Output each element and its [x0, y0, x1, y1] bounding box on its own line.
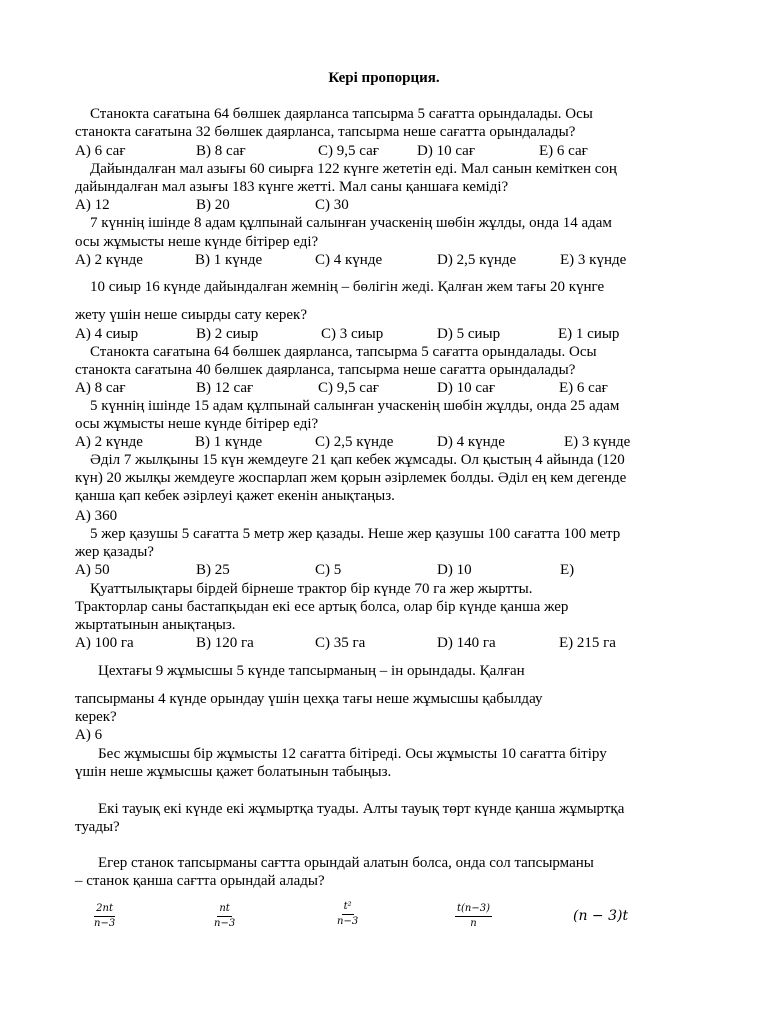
q1-option-d: D) 10 сағ: [417, 143, 475, 159]
q9-options: [75, 634, 695, 652]
q9-text-line-3: жыртатынын анықтаңыз.: [75, 617, 236, 633]
q5-text-line-1: Станокта сағатына 64 бөлшек даярланса, тапсырма 5 сағатта орындалады. Осы: [90, 344, 597, 360]
q4-option-b: В) 2 сиыр: [196, 326, 259, 342]
q13-option-2-denominator: n−3: [214, 918, 236, 929]
q13-option-3: [337, 901, 358, 928]
q13-option-4-denominator: n: [470, 918, 477, 929]
q10-text-line-1: Цехтағы 9 жұмысшы 5 күнде тапсырманың – ін орындады. Қалған: [98, 663, 525, 679]
q1-option-c: С) 9,5 сағ: [318, 143, 379, 159]
q3-text-line-2: осы жұмысты неше күнде бітірер еді?: [75, 234, 319, 250]
q4-option-e: Е) 1 сиыр: [558, 326, 620, 342]
q3-option-e: Е) 3 күнде: [560, 252, 627, 268]
q6-option-d: D) 4 күнде: [437, 434, 505, 450]
q9-text-line-1: Қуаттылықтары бірдей бірнеше трактор бір күнде 70 га жер жыртты.: [90, 581, 533, 597]
q6-options: [75, 433, 695, 451]
q8-option-a: А) 50: [75, 562, 110, 578]
q9-option-a: А) 100 га: [75, 635, 134, 651]
q13-text-line-1: Егер станок тапсырманы сағтта орындай алатын болса, онда сол тапсырманы: [98, 855, 594, 871]
q2-option-a: А) 12: [75, 197, 110, 213]
q8-options: [75, 561, 695, 579]
q6-text-line-2: осы жұмысты неше күнде бітірер еді?: [75, 416, 319, 432]
q13-option-3-numerator: t²: [342, 901, 354, 915]
q4-options: [75, 325, 695, 343]
q7-text-line-3: қанша қап кебек әзірлеуі қажет екенін анықтаңыз.: [75, 488, 395, 504]
q6-option-c: С) 2,5 күнде: [315, 434, 394, 450]
q4-option-c: С) 3 сиыр: [321, 326, 384, 342]
q13-option-4: [455, 903, 492, 930]
q4-text-line-1: 10 сиыр 16 күнде дайындалған жемнің – бөлігін жеді. Қалған жем тағы 20 күнге: [90, 279, 605, 295]
q3-option-b: В) 1 күнде: [195, 252, 263, 268]
q9-text-line-2: Тракторлар саны бастапқыдан екі есе артық болса, олар бір күнде қанша жер: [75, 599, 569, 615]
q1-option-b: В) 8 сағ: [196, 143, 246, 159]
q8-option-b: В) 25: [196, 562, 230, 578]
q9-option-e: Е) 215 га: [559, 635, 616, 651]
q13-text-line-2: – станок қанша сағтта орындай алады?: [75, 873, 325, 889]
q7-text-line-2: күн) 20 жылқы жемдеуге жоспарлап жем қорын әзірлемек болды. Әділ ең кем дегенде: [75, 470, 627, 486]
q3-option-a: А) 2 күнде: [75, 252, 143, 268]
q7-answer: А) 360: [75, 508, 118, 524]
q1-option-e: Е) 6 сағ: [539, 143, 588, 159]
q9-option-c: С) 35 га: [315, 635, 366, 651]
q9-option-d: D) 140 га: [437, 635, 496, 651]
q12-text-line-2: туады?: [75, 819, 120, 835]
q1-option-a: А) 6 сағ: [75, 143, 126, 159]
q1-text-line-2: станокта сағатына 32 бөлшек даярланса, тапсырма неше сағатта орындалады?: [75, 124, 576, 140]
q3-option-c: С) 4 күнде: [315, 252, 383, 268]
q6-option-b: В) 1 күнде: [195, 434, 263, 450]
q11-text-line-2: үшін неше жұмысшы қажет болатынын табыңыз.: [75, 764, 392, 780]
q13-option-2-numerator: nt: [217, 903, 231, 917]
q10-text-line-2: тапсырманы 4 күнде орындау үшін цехқа тағы неше жұмысшы қабылдау: [75, 691, 543, 707]
q13-option-2: [214, 903, 235, 930]
q8-option-e: Е): [560, 562, 575, 578]
q2-option-c: С) 30: [315, 197, 349, 213]
q1-options: [75, 142, 695, 160]
q6-text-line-1: 5 күннің ішінде 15 адам құлпынай салынған учаскенің шөбін жұлды, онда 25 адам: [90, 398, 620, 414]
q13-option-5: (n − 3)t: [573, 908, 629, 924]
q13-option-1-denominator: n−3: [94, 918, 116, 929]
q8-text-line-1: 5 жер қазушы 5 сағатта 5 метр жер қазады. Неше жер қазушы 100 сағатта 100 метр: [90, 526, 621, 542]
q2-text-line-1: Дайындалған мал азығы 60 сиырға 122 күнге жететін еді. Мал санын кеміткен соң: [90, 161, 617, 177]
q2-options: [75, 196, 695, 214]
q6-option-e: Е) 3 күнде: [564, 434, 631, 450]
q5-option-d: D) 10 сағ: [437, 380, 495, 396]
q2-text-line-2: дайындалған мал азығы 183 күнге жетті. Мал саны қаншаға кеміді?: [75, 179, 509, 195]
q5-option-e: Е) 6 сағ: [559, 380, 608, 396]
q5-option-c: С) 9,5 сағ: [318, 380, 379, 396]
q6-option-a: А) 2 күнде: [75, 434, 143, 450]
q13-option-3-denominator: n−3: [337, 916, 359, 927]
q5-option-a: А) 8 сағ: [75, 380, 126, 396]
q13-option-1-numerator: 2nt: [94, 903, 115, 917]
page-title: Кері пропорция.: [328, 70, 440, 86]
q13-option-1: [94, 903, 115, 930]
q2-option-b: В) 20: [196, 197, 230, 213]
q5-option-b: В) 12 сағ: [196, 380, 254, 396]
q11-text-line-1: Бес жұмысшы бір жұмысты 12 сағатта бітіреді. Осы жұмысты 10 сағатта бітіру: [98, 746, 607, 762]
q5-text-line-2: станокта сағатына 40 бөлшек даярланса, тапсырма неше сағатта орындалады?: [75, 362, 576, 378]
q12-text-line-1: Екі тауық екі күнде екі жұмыртқа туады. Алты тауық төрт күнде қанша жұмыртқа: [98, 801, 625, 817]
q3-options: [75, 251, 695, 269]
q10-text-line-3: керек?: [75, 709, 117, 725]
q4-option-d: D) 5 сиыр: [437, 326, 501, 342]
q10-answer: А) 6: [75, 727, 103, 743]
q4-option-a: А) 4 сиыр: [75, 326, 139, 342]
q8-text-line-2: жер қазады?: [75, 544, 154, 560]
q9-option-b: В) 120 га: [196, 635, 254, 651]
q1-text-line-1: Станокта сағатына 64 бөлшек даярланса тапсырма 5 сағатта орындалады. Осы: [90, 106, 593, 122]
q8-option-c: С) 5: [315, 562, 342, 578]
q4-text-line-2: жету үшін неше сиырды сату керек?: [75, 307, 307, 323]
q7-text-line-1: Әділ 7 жылқыны 15 күн жемдеуге 21 қап кебек жұмсады. Ол қыстың 4 айында (120: [90, 452, 625, 468]
q8-option-d: D) 10: [437, 562, 472, 578]
q3-option-d: D) 2,5 күнде: [437, 252, 517, 268]
q5-options: [75, 379, 695, 397]
q3-text-line-1: 7 күннің ішінде 8 адам құлпынай салынған учаскенің шөбін жұлды, онда 14 адам: [90, 215, 612, 231]
q13-option-4-numerator: t(n−3): [455, 903, 492, 917]
